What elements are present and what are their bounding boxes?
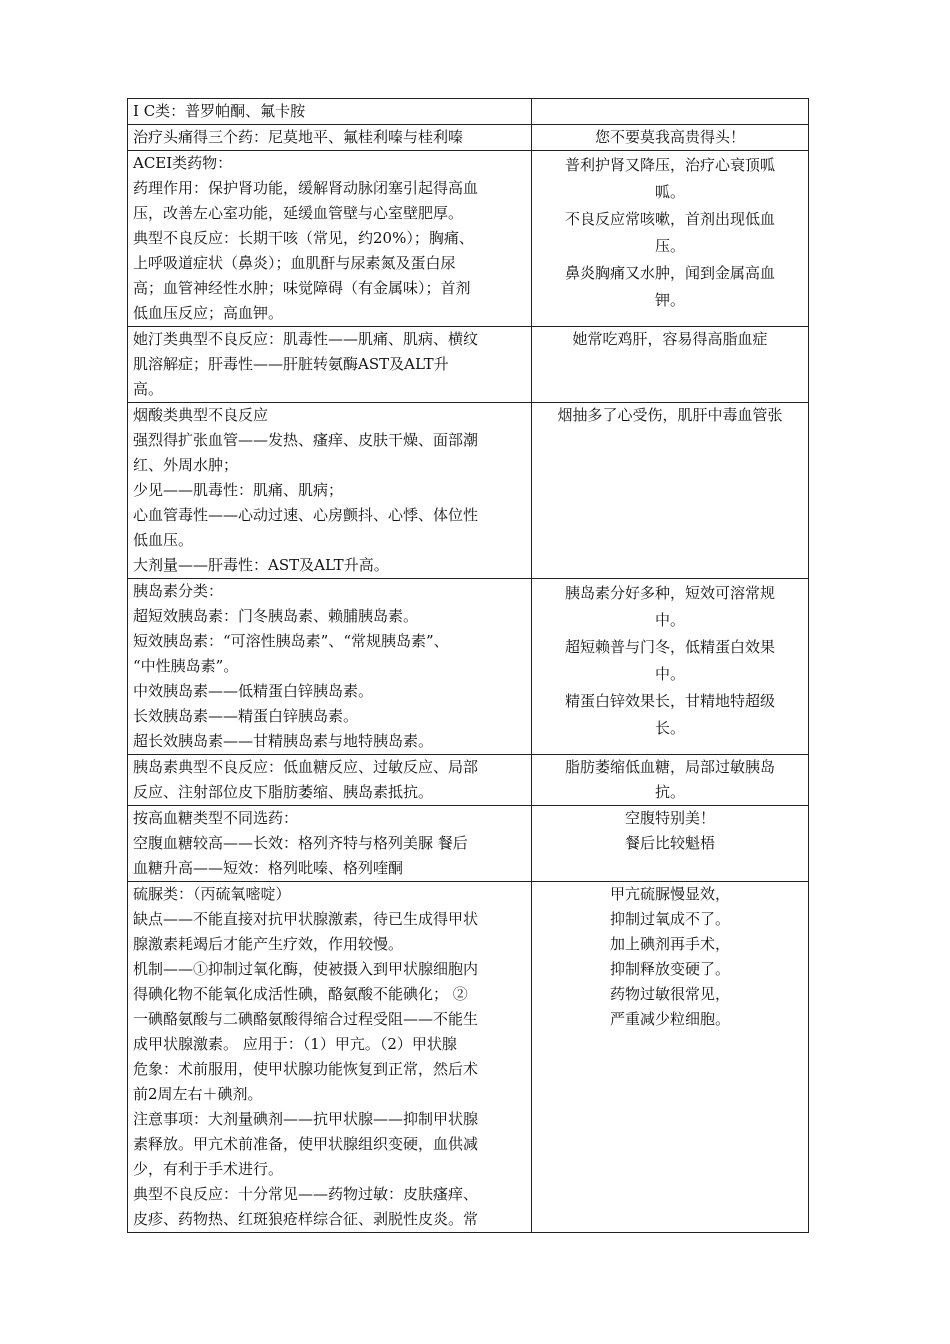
mnemonic-line: 长。	[654, 719, 685, 737]
mnemonic-line: 她常吃鸡肝，容易得高脂血症	[572, 330, 768, 348]
right-cell	[532, 99, 809, 125]
cell-line: 高。	[133, 380, 164, 398]
cell-line: 注意事项：大剂量碘剂——抗甲状腺——抑制甲状腺	[133, 1110, 479, 1128]
cell-line: 少，有利于手术进行。	[133, 1160, 284, 1178]
mnemonic-line: 普利护肾又降压，治疗心衰顶呱	[564, 156, 775, 174]
right-cell	[532, 579, 809, 755]
cell-line: ACEI类药物：	[133, 154, 233, 172]
mnemonic-line: 不良反应常咳嗽，首剂出现低血	[564, 210, 775, 228]
cell-line: 典型不良反应：十分常见——药物过敏：皮肤瘙痒、	[133, 1185, 479, 1203]
cell-line: 腺激素耗竭后才能产生疗效，作用较慢。	[133, 935, 404, 953]
left-cell	[128, 125, 532, 151]
table-row	[128, 882, 809, 1233]
mnemonic-line: 加上碘剂再手术，	[609, 935, 730, 953]
mnemonic-line: 餐后比较魁梧	[624, 834, 715, 852]
right-cell	[532, 755, 809, 806]
cell-line: 红、外周水肿；	[133, 456, 239, 474]
cell-line: 心血管毒性——心动过速、心房颤抖、心悸、体位性	[133, 506, 479, 524]
cell-line: 超长效胰岛素——甘精胰岛素与地特胰岛素。	[133, 732, 434, 750]
cell-line: 素释放。甲亢术前准备，使甲状腺组织变硬，血供减	[133, 1135, 479, 1153]
left-cell	[128, 882, 532, 1233]
mnemonic-line: 药物过敏很常见，	[609, 985, 730, 1003]
cell-line: 她汀类典型不良反应：肌毒性——肌痛、肌病、横纹	[133, 330, 479, 348]
cell-line: 强烈得扩张血管——发热、瘙痒、皮肤干燥、面部潮	[133, 431, 479, 449]
cell-line: 低血压。	[133, 531, 194, 549]
mnemonic-line: 中。	[654, 611, 685, 629]
mnemonic-line: 甲亢硫脲慢显效，	[609, 885, 730, 903]
mnemonic-line: 胰岛素分好多种，短效可溶常规	[564, 584, 775, 602]
left-cell	[128, 151, 532, 327]
left-cell	[128, 806, 532, 882]
right-cell	[532, 806, 809, 882]
left-cell	[128, 579, 532, 755]
mnemonic-line: 抑制释放变硬了。	[609, 960, 730, 978]
table-row	[128, 99, 809, 125]
mnemonic-line: 中。	[654, 665, 685, 683]
content-table	[127, 98, 809, 1233]
mnemonic-line: 超短赖普与门冬，低精蛋白效果	[564, 638, 775, 656]
table-row	[128, 403, 809, 579]
cell-line: 按高血糖类型不同选药：	[133, 809, 299, 827]
cell-line: 烟酸类典型不良反应	[133, 406, 269, 424]
cell-line: 典型不良反应：长期干咳（常见，约20%）；胸痛、	[133, 229, 474, 247]
cell-line: 长效胰岛素——精蛋白锌胰岛素。	[133, 707, 359, 725]
left-cell	[128, 99, 532, 125]
cell-line: 前2周左右＋碘剂。	[133, 1085, 263, 1103]
left-cell	[128, 403, 532, 579]
right-cell	[532, 403, 809, 579]
cell-line: 压，改善左心室功能，延缓血管壁与心室壁肥厚。	[133, 204, 464, 222]
cell-line: 一碘酪氨酸与二碘酪氨酸得缩合过程受阻——不能生	[133, 1010, 479, 1028]
cell-line: 机制——①抑制过氧化酶，使被摄入到甲状腺细胞内	[133, 960, 479, 978]
cell-line: 上呼吸道症状（鼻炎）；血肌酐与尿素氮及蛋白尿	[133, 254, 456, 272]
cell-line: 短效胰岛素：“可溶性胰岛素”、“常规胰岛素”、	[133, 632, 449, 650]
table-row	[128, 327, 809, 403]
table-row	[128, 125, 809, 151]
cell-line: 反应、注射部位皮下脂肪萎缩、胰岛素抵抗。	[133, 783, 434, 801]
table-row	[128, 151, 809, 327]
cell-line: 肌溶解症；肝毒性——肝脏转氨酶AST及ALT升	[133, 355, 449, 373]
mnemonic-line: 呱。	[654, 183, 685, 201]
mnemonic-line: 您不要莫我高贵得头！	[594, 128, 745, 146]
mnemonic-line: 抗。	[654, 783, 685, 801]
mnemonic-line: 抑制过氧成不了。	[609, 910, 730, 928]
mnemonic-line: 严重减少粒细胞。	[609, 1010, 730, 1028]
right-cell	[532, 327, 809, 403]
cell-line: 大剂量——肝毒性：AST及ALT升高。	[133, 556, 389, 574]
cell-line: 得碘化物不能氧化成活性碘，酪氨酸不能碘化； ②	[133, 985, 468, 1003]
mnemonic-line: 钾。	[654, 291, 685, 309]
table-row	[128, 579, 809, 755]
left-cell	[128, 755, 532, 806]
cell-line: 血糖升高——短效：格列吡嗪、格列喹酮	[133, 859, 404, 877]
cell-line: 危象：术前服用，使甲状腺功能恢复到正常，然后术	[133, 1060, 479, 1078]
cell-line: 治疗头痛得三个药：尼莫地平、氟桂利嗪与桂利嗪	[133, 128, 464, 146]
cell-line: 皮疹、药物热、红斑狼疮样综合征、剥脱性皮炎。常	[133, 1210, 479, 1228]
cell-line: 成甲状腺激素。 应用于：（1）甲亢。（2）甲状腺	[133, 1035, 457, 1053]
mnemonic-line: 鼻炎胸痛又水肿，闻到金属高血	[564, 264, 775, 282]
cell-line: 高；血管神经性水肿；味觉障碍（有金属味）；首剂	[133, 279, 471, 297]
mnemonic-line: 烟抽多了心受伤，肌肝中毒血管张	[557, 406, 783, 424]
cell-line: 硫脲类：（丙硫氧嘧啶）	[133, 885, 291, 903]
right-cell	[532, 882, 809, 1233]
cell-line: 药理作用：保护肾功能，缓解肾动脉闭塞引起得高血	[133, 179, 479, 197]
cell-line: 胰岛素分类：	[133, 582, 224, 600]
table-row	[128, 755, 809, 806]
cell-line: 中效胰岛素——低精蛋白锌胰岛素。	[133, 682, 374, 700]
mnemonic-line: 空腹特别美！	[624, 809, 715, 827]
left-cell	[128, 327, 532, 403]
right-cell	[532, 125, 809, 151]
cell-line: 低血压反应；高血钾。	[133, 304, 284, 322]
cell-line: Ⅰ C类：普罗帕酮、氟卡胺	[133, 102, 306, 120]
mnemonic-line: 精蛋白锌效果长，甘精地特超级	[564, 692, 775, 710]
cell-line: 缺点——不能直接对抗甲状腺激素，待已生成得甲状	[133, 910, 479, 928]
cell-line: 少见——肌毒性：肌痛、肌病；	[133, 481, 344, 499]
table-row	[128, 806, 809, 882]
cell-line: “中性胰岛素”。	[133, 657, 239, 675]
mnemonic-line: 压。	[654, 237, 685, 255]
right-cell	[532, 151, 809, 327]
cell-line: 超短效胰岛素：门冬胰岛素、赖脯胰岛素。	[133, 607, 419, 625]
cell-line: 胰岛素典型不良反应：低血糖反应、过敏反应、局部	[133, 758, 479, 776]
cell-line: 空腹血糖较高——长效：格列齐特与格列美脲 餐后	[133, 834, 468, 852]
mnemonic-line: 脂肪萎缩低血糖，局部过敏胰岛	[564, 758, 775, 776]
